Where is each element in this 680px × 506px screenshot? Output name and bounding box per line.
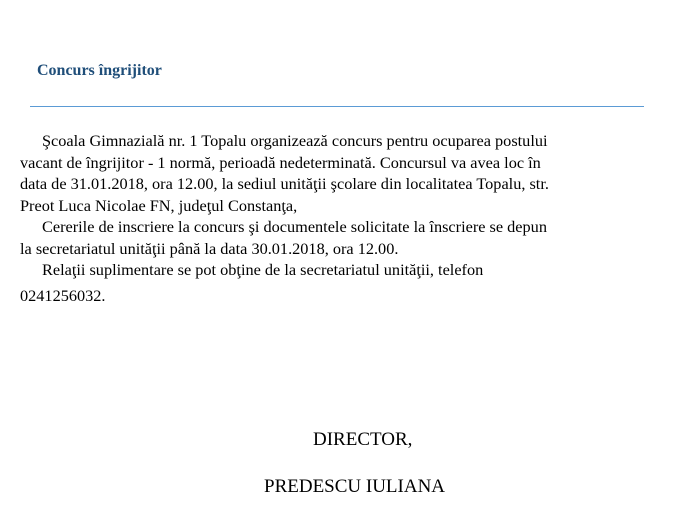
body-line: Şcoala Gimnazială nr. 1 Topalu organizează concurs pentru ocuparea postului	[42, 131, 548, 150]
signature-role: DIRECTOR,	[313, 429, 413, 450]
body-line: la secretariatul unităţii până la data 30.01.2018, ora 12.00.	[20, 238, 399, 258]
body-line: Preot Luca Nicolae FN, judeţul Constanţa,	[20, 195, 298, 215]
signature-name: PREDESCU IULIANA	[264, 476, 446, 497]
body-line: data de 31.01.2018, ora 12.00, la sediul unităţii şcolare din localitatea Topalu, str.	[20, 174, 549, 193]
phone-number: 0241256032.	[20, 285, 106, 305]
page-title: Concurs îngrijitor	[37, 62, 162, 79]
body-line: vacant de îngrijitor - 1 normă, perioadă nedeterminată. Concursul va avea loc în	[20, 152, 541, 172]
title-divider	[30, 106, 644, 107]
body-line: Relaţii suplimentare se pot obţine de la secretariatul unităţii, telefon	[42, 260, 484, 279]
body-line: Cererile de inscriere la concurs şi documentele solicitate la înscriere se depun	[42, 217, 547, 236]
announcement-body	[20, 130, 668, 306]
